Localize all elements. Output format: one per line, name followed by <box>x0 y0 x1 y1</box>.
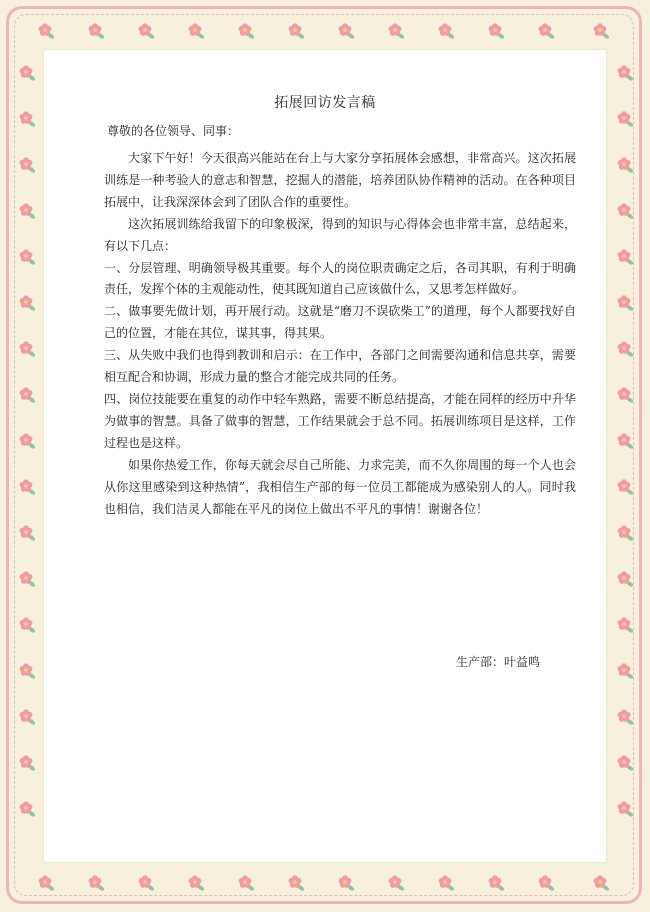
flower-icon <box>618 387 634 403</box>
paragraph-2: 这次拓展训练给我留下的印象极深，得到的知识与心得体会也非常丰富，总结起来，有以下几点： <box>104 216 576 253</box>
flower-icon <box>239 875 255 891</box>
flower-icon <box>618 433 634 449</box>
flower-icon <box>618 709 634 725</box>
flower-icon <box>439 875 455 891</box>
flower-icon <box>20 479 36 495</box>
flower-icon <box>618 295 634 311</box>
flower-icon <box>89 875 105 891</box>
flower-icon <box>89 23 105 39</box>
flower-icon <box>20 433 36 449</box>
flower-icon <box>389 875 405 891</box>
flower-icon <box>20 157 36 173</box>
flower-icon <box>618 801 634 817</box>
flower-icon <box>20 755 36 771</box>
flower-icon <box>618 249 634 265</box>
flower-icon <box>618 203 634 219</box>
flower-icon <box>20 341 36 357</box>
flower-icon <box>489 875 505 891</box>
flower-icon <box>594 23 610 39</box>
flower-icon <box>239 23 255 39</box>
flower-icon <box>618 111 634 127</box>
flower-icon <box>618 341 634 357</box>
flower-icon <box>20 203 36 219</box>
flower-icon <box>20 111 36 127</box>
flower-icon <box>189 23 205 39</box>
flower-icon <box>39 875 55 891</box>
document-body <box>104 148 576 520</box>
flower-icon <box>20 249 36 265</box>
flower-icon <box>20 801 36 817</box>
flower-icon <box>618 571 634 587</box>
flower-icon <box>189 875 205 891</box>
paragraph-4: 二、做事要先做计划，再开展行动。这就是“磨刀不误砍柴工”的道理，每个人都要找好自己的位置，才能在其位，谋其事，得其果。 <box>104 304 576 341</box>
flower-icon <box>20 709 36 725</box>
flower-icon <box>339 23 355 39</box>
flower-icon <box>594 875 610 891</box>
paragraph-7: 如果你热爱工作，你每天就会尽自己所能、力求完美，而不久你周围的每一个人也会从你这里感染到这种热情”，我相信生产部的每一位员工都能成为感染别人的人。同时我也相信，我们洁灵人都能在平凡的岗位上做出不平凡的事情！谢谢各位！ <box>104 457 576 516</box>
flower-icon <box>20 617 36 633</box>
paragraph-5: 三、从失败中我们也得到教训和启示：在工作中，各部门之间需要沟通和信息共享，需要相互配合和协调，形成力量的整合才能完成共同的任务。 <box>104 348 576 385</box>
paragraph-1: 大家下午好！今天很高兴能站在台上与大家分享拓展体会感想，非常高兴。这次拓展训练是一种考验人的意志和智慧，挖掘人的潜能，培养团队协作精神的活动。在各种项目拓展中，让我深深体会到了团队合作的重要性。 <box>104 151 576 209</box>
flower-icon <box>539 23 555 39</box>
flower-icon <box>489 23 505 39</box>
flower-icon <box>539 875 555 891</box>
signature: 生产部：叶益鸣 <box>456 655 541 669</box>
flower-icon <box>20 525 36 541</box>
flower-icon <box>389 23 405 39</box>
flower-icon <box>39 23 55 39</box>
paragraph-6: 四、岗位技能要在重复的动作中轻车熟路，需要不断总结提高，才能在同样的经历中升华为做事的智慧。具备了做事的智慧，工作结果就会于总不同。拓展训练项目是这样，工作过程也是这样。 <box>104 391 576 450</box>
flower-icon <box>618 663 634 679</box>
flower-icon <box>20 295 36 311</box>
flower-icon <box>20 571 36 587</box>
flower-icon <box>618 479 634 495</box>
flower-icon <box>618 755 634 771</box>
flower-icon <box>139 875 155 891</box>
flower-icon <box>439 23 455 39</box>
flower-icon <box>289 23 305 39</box>
salutation: 尊敬的各位领导、同事： <box>107 124 240 138</box>
flower-icon <box>139 23 155 39</box>
flower-icon <box>20 387 36 403</box>
flower-icon <box>20 663 36 679</box>
flower-icon <box>618 157 634 173</box>
paragraph-3: 一、分层管理、明确领导极其重要。每个人的岗位职责确定之后，各司其职，有利于明确责任，发挥个体的主观能动性，使其既知道自己应该做什么，又思考怎样做好。 <box>104 260 576 297</box>
document-title: 拓展回访发言稿 <box>274 95 376 111</box>
flower-icon <box>618 617 634 633</box>
flower-icon <box>618 525 634 541</box>
flower-icon <box>289 875 305 891</box>
flower-icon <box>618 65 634 81</box>
flower-icon <box>20 65 36 81</box>
flower-icon <box>339 875 355 891</box>
